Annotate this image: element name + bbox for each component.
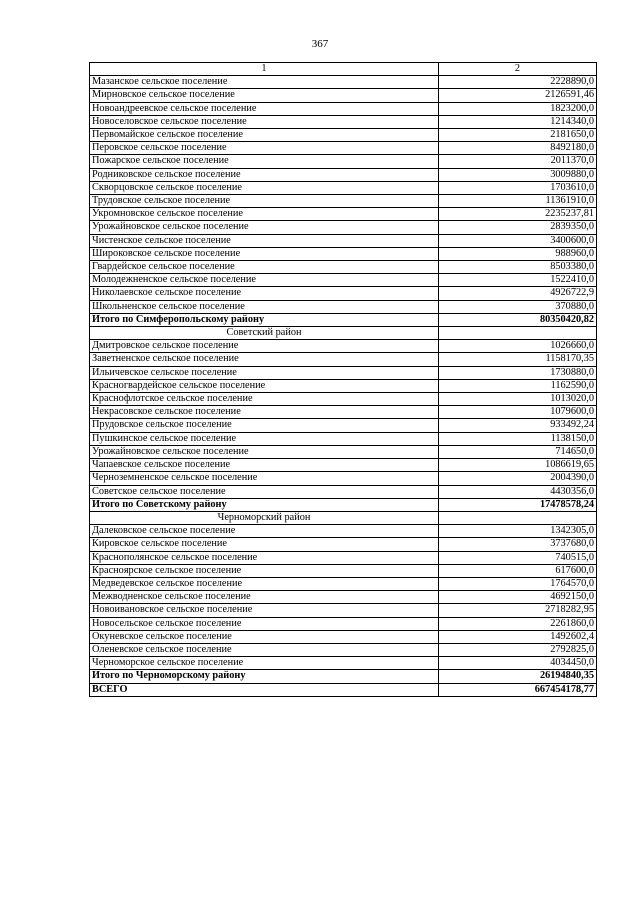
amount-cell: 2235237,81 (439, 208, 597, 221)
settlement-name: Мирновское сельское поселение (90, 89, 439, 102)
table-row (90, 102, 597, 115)
table-row (90, 525, 597, 538)
settlement-name: Чапаевское сельское поселение (90, 459, 439, 472)
amount-cell: 1823200,0 (439, 102, 597, 115)
page-number: 367 (311, 38, 329, 50)
amount-cell: 2004390,0 (439, 472, 597, 485)
table-row (90, 432, 597, 445)
settlement-name: Родниковское сельское поселение (90, 168, 439, 181)
amount-cell: 8503380,0 (439, 261, 597, 274)
settlement-name: Некрасовское сельское поселение (90, 406, 439, 419)
settlement-name: Заветненское сельское поселение (90, 353, 439, 366)
settlement-name: Черноморское сельское поселение (90, 657, 439, 670)
amount-cell: 11361910,0 (439, 195, 597, 208)
table-row (90, 657, 597, 670)
settlement-name: Пожарское сельское поселение (90, 155, 439, 168)
total-row (90, 313, 597, 326)
amount-cell: 2792825,0 (439, 643, 597, 656)
amount-cell: 80350420,82 (439, 313, 597, 326)
amount-cell: 933492,24 (439, 419, 597, 432)
total-row (90, 670, 597, 683)
amount-cell: 2126591,46 (439, 89, 597, 102)
table-row (90, 234, 597, 247)
table-row (90, 287, 597, 300)
amount-cell: 1764570,0 (439, 577, 597, 590)
settlement-name: Итого по Советскому району (90, 498, 439, 511)
amount-cell: 4692150,0 (439, 591, 597, 604)
amount-cell: 3400600,0 (439, 234, 597, 247)
table-row (90, 221, 597, 234)
table-row (90, 261, 597, 274)
table-row (90, 76, 597, 89)
table-row (90, 89, 597, 102)
settlement-name: Широковское сельское поселение (90, 247, 439, 260)
amount-cell: 2181650,0 (439, 129, 597, 142)
settlement-name: Краснoярское сельское поселение (90, 564, 439, 577)
amount-cell: 4430356,0 (439, 485, 597, 498)
amount-cell: 1026660,0 (439, 340, 597, 353)
settlement-name: Оленевское сельское поселение (90, 643, 439, 656)
table-row (90, 129, 597, 142)
settlement-name: Черноземненское сельское поселение (90, 472, 439, 485)
settlement-name: Краснофлотское сельское поселение (90, 393, 439, 406)
amount-cell: 1138150,0 (439, 432, 597, 445)
settlement-name: Далековское сельское поселение (90, 525, 439, 538)
table-row (90, 142, 597, 155)
amount-cell: 2718282,95 (439, 604, 597, 617)
amount-cell: 1492602,4 (439, 630, 597, 643)
amount-cell: 1730880,0 (439, 366, 597, 379)
section-header-row (90, 327, 597, 340)
table-row (90, 353, 597, 366)
settlement-name: Новоандреевское сельское поселение (90, 102, 439, 115)
settlement-name: Новоселовское сельское поселение (90, 115, 439, 128)
table-row (90, 419, 597, 432)
amount-cell: 1086619,65 (439, 459, 597, 472)
amount-cell: 4926722,9 (439, 287, 597, 300)
settlement-name: ВСЕГО (90, 683, 439, 696)
table-row (90, 577, 597, 590)
section-header-row (90, 511, 597, 524)
settlement-name: Трудовское сельское поселение (90, 195, 439, 208)
table-row (90, 630, 597, 643)
table-row (90, 300, 597, 313)
settlement-name: Итого по Симферопольскому району (90, 313, 439, 326)
amount-cell: 740515,0 (439, 551, 597, 564)
settlement-name: Пушкинское сельское поселение (90, 432, 439, 445)
amount-cell: 370880,0 (439, 300, 597, 313)
amount-cell (439, 327, 597, 340)
table-row (90, 459, 597, 472)
table-row (90, 340, 597, 353)
amount-cell: 1013020,0 (439, 393, 597, 406)
settlement-name: Перовское сельское поселение (90, 142, 439, 155)
amount-cell: 8492180,0 (439, 142, 597, 155)
table-row (90, 538, 597, 551)
amount-cell: 1342305,0 (439, 525, 597, 538)
amount-cell: 1214340,0 (439, 115, 597, 128)
settlement-name: Николаевское сельское поселение (90, 287, 439, 300)
district-name: Советский район (90, 327, 439, 340)
settlement-name: Межводненское сельское поселение (90, 591, 439, 604)
table-row (90, 379, 597, 392)
settlement-name: Кировское сельское поселение (90, 538, 439, 551)
settlement-name: Дмитровское сельское поселение (90, 340, 439, 353)
amount-cell: 2011370,0 (439, 155, 597, 168)
settlement-name: Школьненское сельское поселение (90, 300, 439, 313)
amount-cell: 714650,0 (439, 445, 597, 458)
settlement-name: Новоивановское сельское поселение (90, 604, 439, 617)
amount-cell: 2839350,0 (439, 221, 597, 234)
amount-cell: 617600,0 (439, 564, 597, 577)
amount-cell: 4034450,0 (439, 657, 597, 670)
table-row (90, 604, 597, 617)
settlement-name: Красногвардейское сельское поселение (90, 379, 439, 392)
settlement-name: Первомайское сельское поселение (90, 129, 439, 142)
settlement-name: Мазанское сельское поселение (90, 76, 439, 89)
table-row (90, 591, 597, 604)
table-row (90, 564, 597, 577)
amount-cell: 1079600,0 (439, 406, 597, 419)
settlement-name: Чистенское сельское поселение (90, 234, 439, 247)
amount-cell: 26194840,35 (439, 670, 597, 683)
table-row (90, 643, 597, 656)
table-row (90, 208, 597, 221)
settlement-name: Итого по Черноморскому району (90, 670, 439, 683)
table-row (90, 274, 597, 287)
table-row (90, 617, 597, 630)
column-header-2: 2 (439, 63, 597, 76)
settlement-name: Советское сельское поселение (90, 485, 439, 498)
settlement-name: Окуневское сельское поселение (90, 630, 439, 643)
amount-cell: 17478578,24 (439, 498, 597, 511)
amount-cell: 667454178,77 (439, 683, 597, 696)
settlement-name: Ильичевское сельское поселение (90, 366, 439, 379)
settlement-name: Укромновское сельское поселение (90, 208, 439, 221)
table-row (90, 445, 597, 458)
settlement-name: Медведевское сельское поселение (90, 577, 439, 590)
amount-cell: 988960,0 (439, 247, 597, 260)
table-row (90, 485, 597, 498)
table-row (90, 406, 597, 419)
amount-cell (439, 511, 597, 524)
settlement-name: Краснополянское сельское поселение (90, 551, 439, 564)
table-row (90, 155, 597, 168)
amount-cell: 2228890,0 (439, 76, 597, 89)
settlement-name: Гвардейское сельское поселение (90, 261, 439, 274)
district-name: Черноморский район (90, 511, 439, 524)
settlement-name: Прудовское сельское поселение (90, 419, 439, 432)
table-header-row (90, 63, 597, 76)
column-header-1: 1 (90, 63, 439, 76)
total-row (90, 683, 597, 696)
table-row (90, 247, 597, 260)
total-row (90, 498, 597, 511)
settlement-name: Новосельское сельское поселение (90, 617, 439, 630)
settlement-name: Молодежненское сельское поселение (90, 274, 439, 287)
table-row (90, 168, 597, 181)
table-row (90, 472, 597, 485)
amount-cell: 3009880,0 (439, 168, 597, 181)
settlement-name: Урожайновское сельское поселение (90, 221, 439, 234)
budget-table (89, 62, 597, 697)
table-row (90, 393, 597, 406)
table-row (90, 551, 597, 564)
table-row (90, 195, 597, 208)
settlement-name: Урожайновское сельское поселение (90, 445, 439, 458)
amount-cell: 2261860,0 (439, 617, 597, 630)
table-row (90, 181, 597, 194)
amount-cell: 1162590,0 (439, 379, 597, 392)
amount-cell: 1703610,0 (439, 181, 597, 194)
amount-cell: 1522410,0 (439, 274, 597, 287)
amount-cell: 3737680,0 (439, 538, 597, 551)
settlement-name: Скворцовское сельское поселение (90, 181, 439, 194)
table-row (90, 366, 597, 379)
table-row (90, 115, 597, 128)
amount-cell: 1158170,35 (439, 353, 597, 366)
